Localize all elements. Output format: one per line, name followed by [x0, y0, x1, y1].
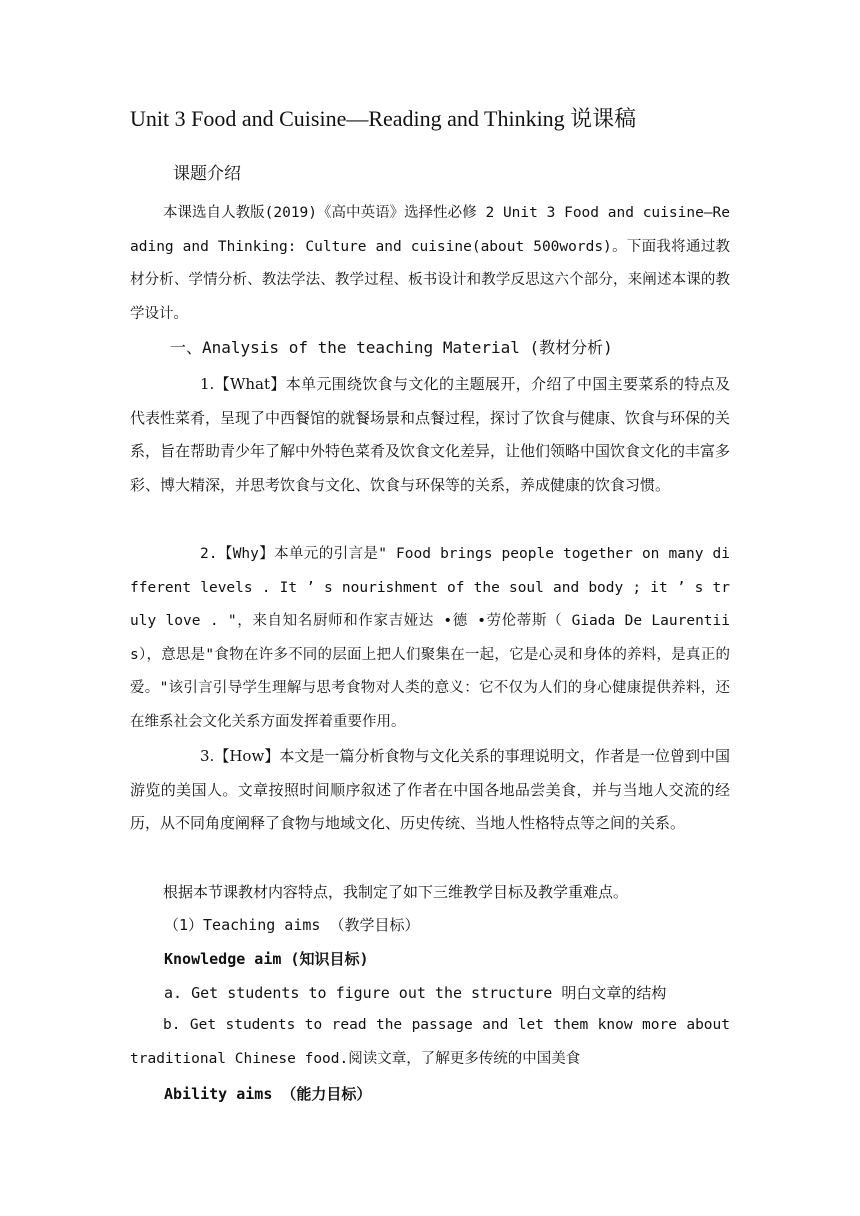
section-label: 课题介绍	[173, 164, 241, 184]
aim-a-item: a. Get students to figure out the structure 明白文章的结构	[164, 984, 667, 1002]
ability-aims-heading: Ability aims （能力目标）	[164, 1085, 372, 1103]
document-title: Unit 3 Food and Cuisine—Reading and Thinking 说课稿	[130, 106, 637, 131]
knowledge-aim-heading: Knowledge aim (知识目标)	[164, 950, 369, 968]
intro-paragraph: 本课选自人教版(2019)《高中英语》选择性必修 2 Unit 3 Food and cuisine—Reading and Thinking: Culture and cuisine(about 500words)。下面我将通过教材分析、学情分析、教法学法、教学过程、板书设计和教学反思这六个部分，来阐述本课的教学设计。	[130, 205, 730, 322]
aim-b-item: b. Get students to read the passage and let them know more about traditional Chinese food.阅读文章，了解更多传统的中国美食	[130, 1017, 730, 1067]
section-heading-material-analysis: 一、Analysis of the teaching Material (教材分析)	[170, 338, 613, 357]
goals-intro-paragraph: 根据本节课教材内容特点，我制定了如下三维教学目标及教学重难点。	[163, 883, 629, 901]
what-paragraph: 1.【What】本单元围绕饮食与文化的主题展开，介绍了中国主要菜系的特点及代表性菜肴，呈现了中西餐馆的就餐场景和点餐过程，探讨了饮食与健康、饮食与环保的关系，旨在帮助青少年了解中外特色菜肴及饮食文化差异，让他们领略中国饮食文化的丰富多彩、博大精深，并思考饮食与文化、饮食与环保等的关系，养成健康的饮食习惯。	[130, 375, 731, 494]
how-paragraph: 3.【How】本文是一篇分析食物与文化关系的事理说明文，作者是一位曾到中国游览的美国人。文章按照时间顺序叙述了作者在中国各地品尝美食，并与当地人交流的经历，从不同角度阐释了食物与地域文化、历史传统、当地人性格特点等之间的关系。	[130, 747, 730, 832]
why-paragraph: 2.【Why】本单元的引言是" Food brings people together on many different levels . It ’ s nourishment of the soul and body ; it ’ s truly love . "，来自知名厨师和作家吉娅达 •德 •劳伦蒂斯（ Giada De Laurentiis），意思是"食物在许多不同的层面上把人们聚集在一起，它是心灵和身体的养料，是真正的爱。"该引言引导学生理解与思考食物对人类的意义：它不仅为人们的身心健康提供养料，还在维系社会文化关系方面发挥着重要作用。	[130, 546, 730, 730]
teaching-aims-heading: （1）Teaching aims （教学目标）	[164, 916, 420, 934]
